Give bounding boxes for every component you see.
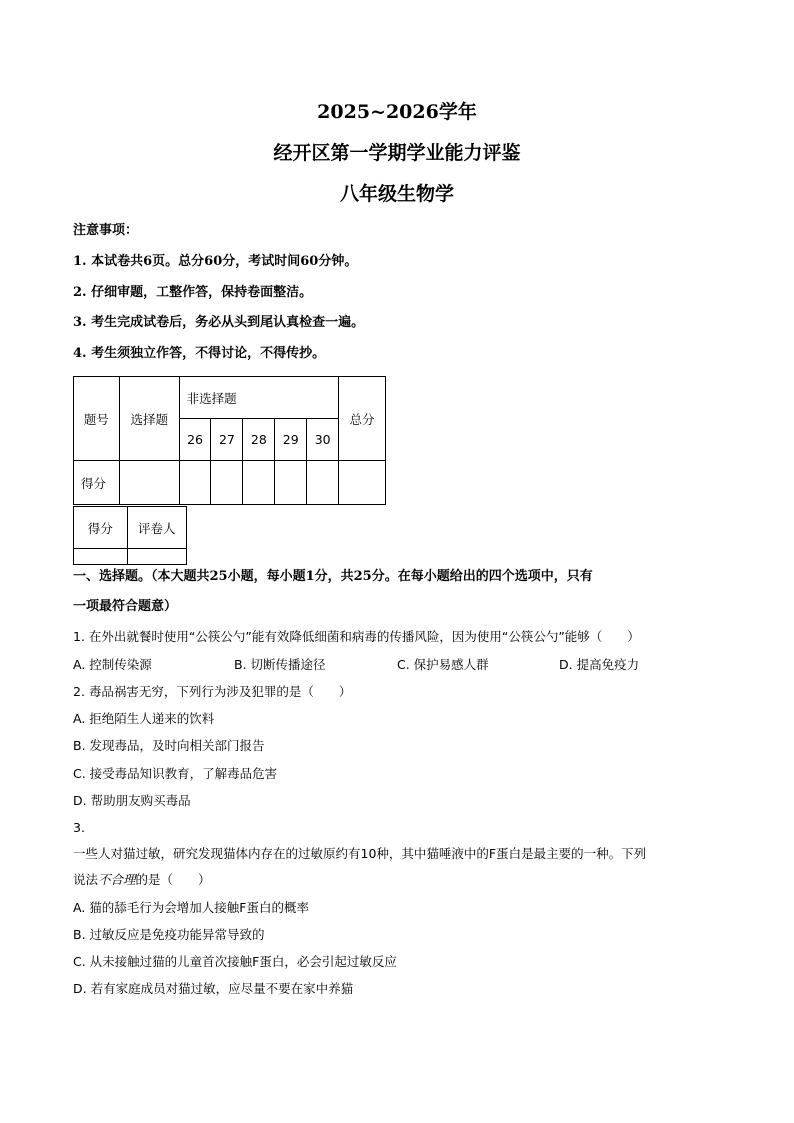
score-cell — [211, 461, 243, 505]
score-cell — [243, 461, 275, 505]
question-1-stem: 1. 在外出就餐时使用“公筷公勺”能有效降低细菌和病毒的传播风险，因为使用“公筷公勺”能够（ ） — [73, 629, 640, 644]
score-table — [73, 376, 386, 505]
section-title: 一、选择题。（本大题共25小题，每小题1分，共25分。在每小题给出的四个选项中，只有 — [73, 569, 593, 584]
notice-item: 3. 考生完成试卷后，务必从头到尾认真检查一遍。 — [73, 315, 365, 330]
question-3-stem-cont — [73, 871, 211, 889]
option-a: A. 猫的舔毛行为会增加人接触F蛋白的概率 — [73, 900, 309, 915]
exam-subject: 八年级生物学 — [339, 183, 454, 205]
option-c: C. 保护易感人群 — [397, 657, 489, 672]
score-table-total-header: 总分 — [339, 377, 386, 461]
option-d: D. 帮助朋友购买毒品 — [73, 793, 191, 808]
grader-cell — [127, 549, 186, 565]
score-table-number: 27 — [211, 419, 243, 461]
score-cell — [179, 461, 211, 505]
option-b: B. 过敏反应是免疫功能异常导致的 — [73, 927, 265, 942]
grader-table — [73, 506, 187, 565]
notice-item: 1. 本试卷共6页。总分60分，考试时间60分钟。 — [73, 254, 358, 269]
grader-table-score-label: 得分 — [74, 507, 128, 549]
score-table-number: 30 — [307, 419, 339, 461]
score-table-number: 28 — [243, 419, 275, 461]
option-a: A. 拒绝陌生人递来的饮料 — [73, 711, 215, 726]
notice-heading: 注意事项： — [73, 223, 139, 238]
option-d: D. 提高免疫力 — [559, 657, 640, 672]
stem-text: 说法 — [73, 872, 99, 887]
question-3-stem: 一些人对猫过敏，研究发现猫体内存在的过敏原约有10种，其中猫唾液中的F蛋白是最主要的一种。下列 — [73, 846, 647, 861]
question-1-options — [73, 656, 713, 674]
exam-name: 经开区第一学期学业能力评鉴 — [273, 142, 521, 164]
score-cell — [119, 461, 179, 505]
exam-year: 2025~2026学年 — [317, 101, 477, 123]
stem-text: 的是（ ） — [135, 872, 211, 887]
score-table-question-header: 题号 — [74, 377, 120, 461]
score-table-score-label: 得分 — [74, 461, 120, 505]
emphasis-text: 不合理 — [98, 872, 136, 887]
option-c: C. 从未接触过猫的儿童首次接触F蛋白，必会引起过敏反应 — [73, 954, 397, 969]
score-table-choice-header: 选择题 — [119, 377, 179, 461]
notice-item: 2. 仔细审题，工整作答，保持卷面整洁。 — [73, 285, 313, 300]
grader-table-grader-label: 评卷人 — [127, 507, 186, 549]
score-cell — [307, 461, 339, 505]
grader-cell — [74, 549, 128, 565]
score-table-nonchoice-header: 非选择题 — [179, 377, 339, 419]
option-b: B. 切断传播途径 — [234, 657, 326, 672]
option-a: A. 控制传染源 — [73, 657, 152, 672]
option-c: C. 接受毒品知识教育，了解毒品危害 — [73, 766, 278, 781]
question-3-number: 3. — [73, 820, 85, 835]
option-b: B. 发现毒品，及时向相关部门报告 — [73, 738, 265, 753]
score-cell — [339, 461, 386, 505]
score-table-number: 26 — [179, 419, 211, 461]
question-2-stem: 2. 毒品祸害无穷，下列行为涉及犯罪的是（ ） — [73, 684, 352, 699]
notice-item: 4. 考生须独立作答，不得讨论，不得传抄。 — [73, 346, 326, 361]
option-d: D. 若有家庭成员对猫过敏，应尽量不要在家中养猫 — [73, 981, 354, 996]
score-cell — [275, 461, 307, 505]
section-title-cont: 一项最符合题意） — [73, 599, 178, 614]
score-table-number: 29 — [275, 419, 307, 461]
